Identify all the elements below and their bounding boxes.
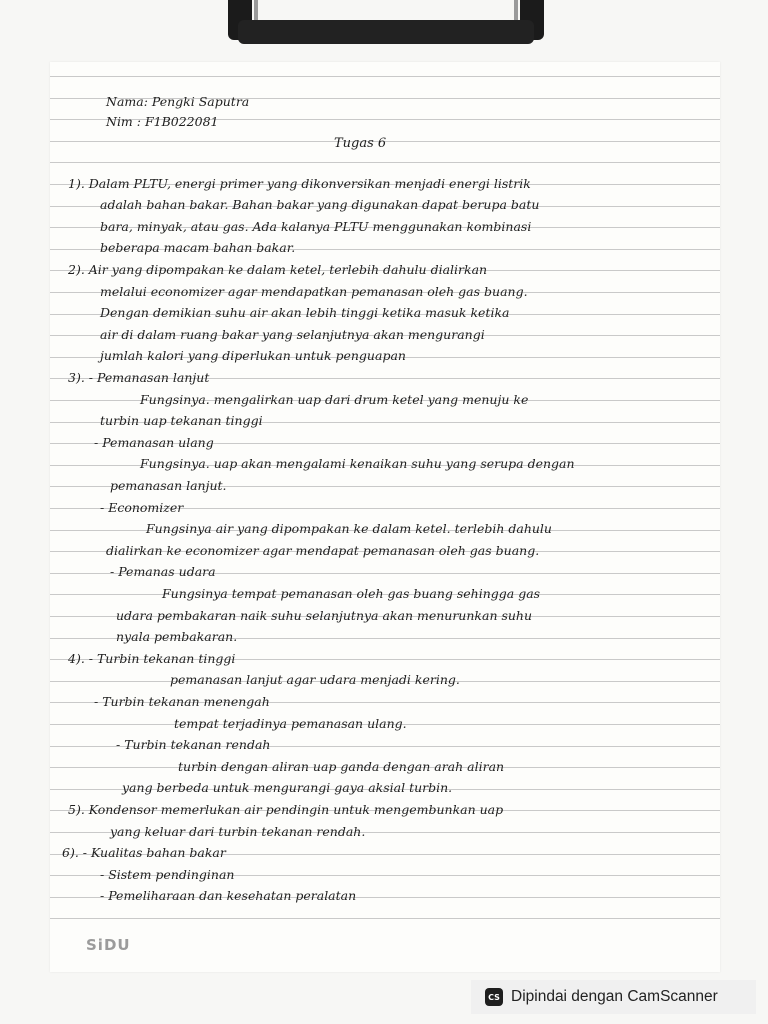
- answer-line: 6). - Kualitas bahan bakar: [62, 845, 226, 860]
- answer-line: - Pemanas udara: [110, 564, 216, 579]
- camscanner-text: Dipindai dengan CamScanner: [511, 988, 718, 1005]
- answer-line: melalui economizer agar mendapatkan pemanasan oleh gas buang.: [100, 284, 528, 299]
- student-name: Nama: Pengki Saputra: [106, 94, 250, 109]
- notebook-page: [50, 62, 720, 972]
- answer-line: - Economizer: [100, 500, 184, 515]
- answer-line: nyala pembakaran.: [116, 629, 238, 644]
- answer-line: 5). Kondensor memerlukan air pendingin untuk mengembunkan uap: [68, 802, 504, 817]
- answer-line: - Sistem pendinginan: [100, 867, 235, 882]
- camscanner-logo-icon: CS: [485, 988, 503, 1006]
- answer-line: Dengan demikian suhu air akan lebih tinggi ketika masuk ketika: [100, 305, 510, 320]
- answer-line: - Pemeliharaan dan kesehatan peralatan: [100, 888, 357, 903]
- answer-line: turbin uap tekanan tinggi: [100, 413, 263, 428]
- student-nim: Nim : F1B022081: [106, 114, 219, 129]
- answer-line: yang berbeda untuk mengurangi gaya aksial turbin.: [122, 780, 453, 795]
- answer-line: Fungsinya. mengalirkan uap dari drum ketel yang menuju ke: [140, 392, 529, 407]
- answer-line: 1). Dalam PLTU, energi primer yang dikonversikan menjadi energi listrik: [68, 176, 531, 191]
- answer-line: pemanasan lanjut agar udara menjadi kering.: [170, 672, 460, 687]
- answer-line: Fungsinya. uap akan mengalami kenaikan suhu yang serupa dengan: [140, 456, 575, 471]
- answer-line: jumlah kalori yang diperlukan untuk penguapan: [100, 348, 406, 363]
- notebook-brand: SiDU: [86, 936, 131, 954]
- answer-line: 4). - Turbin tekanan tinggi: [68, 651, 236, 666]
- answer-line: - Pemanasan ulang: [94, 435, 214, 450]
- answer-line: bara, minyak, atau gas. Ada kalanya PLTU menggunakan kombinasi: [100, 219, 532, 234]
- answer-line: - Turbin tekanan menengah: [94, 694, 270, 709]
- ruled-line: [50, 162, 720, 163]
- answer-line: air di dalam ruang bakar yang selanjutnya akan mengurangi: [100, 327, 485, 342]
- answer-line: beberapa macam bahan bakar.: [100, 240, 296, 255]
- camscanner-watermark: [471, 980, 756, 1014]
- answer-line: - Turbin tekanan rendah: [116, 737, 271, 752]
- ruled-line: [50, 76, 720, 77]
- answer-line: pemanasan lanjut.: [110, 478, 227, 493]
- clip-bar: [238, 20, 534, 44]
- answer-line: Fungsinya tempat pemanasan oleh gas buang sehingga gas: [162, 586, 541, 601]
- answer-line: adalah bahan bakar. Bahan bakar yang digunakan dapat berupa batu: [100, 197, 540, 212]
- assignment-title: Tugas 6: [334, 136, 387, 151]
- answer-line: tempat terjadinya pemanasan ulang.: [174, 716, 407, 731]
- answer-line: 2). Air yang dipompakan ke dalam ketel, terlebih dahulu dialirkan: [68, 262, 488, 277]
- clipboard-clip: [228, 0, 544, 46]
- clip-rail: [254, 0, 518, 22]
- answer-line: turbin dengan aliran uap ganda dengan arah aliran: [178, 759, 505, 774]
- answer-line: dialirkan ke economizer agar mendapat pemanasan oleh gas buang.: [106, 543, 540, 558]
- ruled-line: [50, 918, 720, 919]
- answer-line: Fungsinya air yang dipompakan ke dalam ketel. terlebih dahulu: [146, 521, 552, 536]
- answer-line: yang keluar dari turbin tekanan rendah.: [110, 824, 366, 839]
- answer-line: udara pembakaran naik suhu selanjutnya akan menurunkan suhu: [116, 608, 533, 623]
- answer-line: 3). - Pemanasan lanjut: [68, 370, 210, 385]
